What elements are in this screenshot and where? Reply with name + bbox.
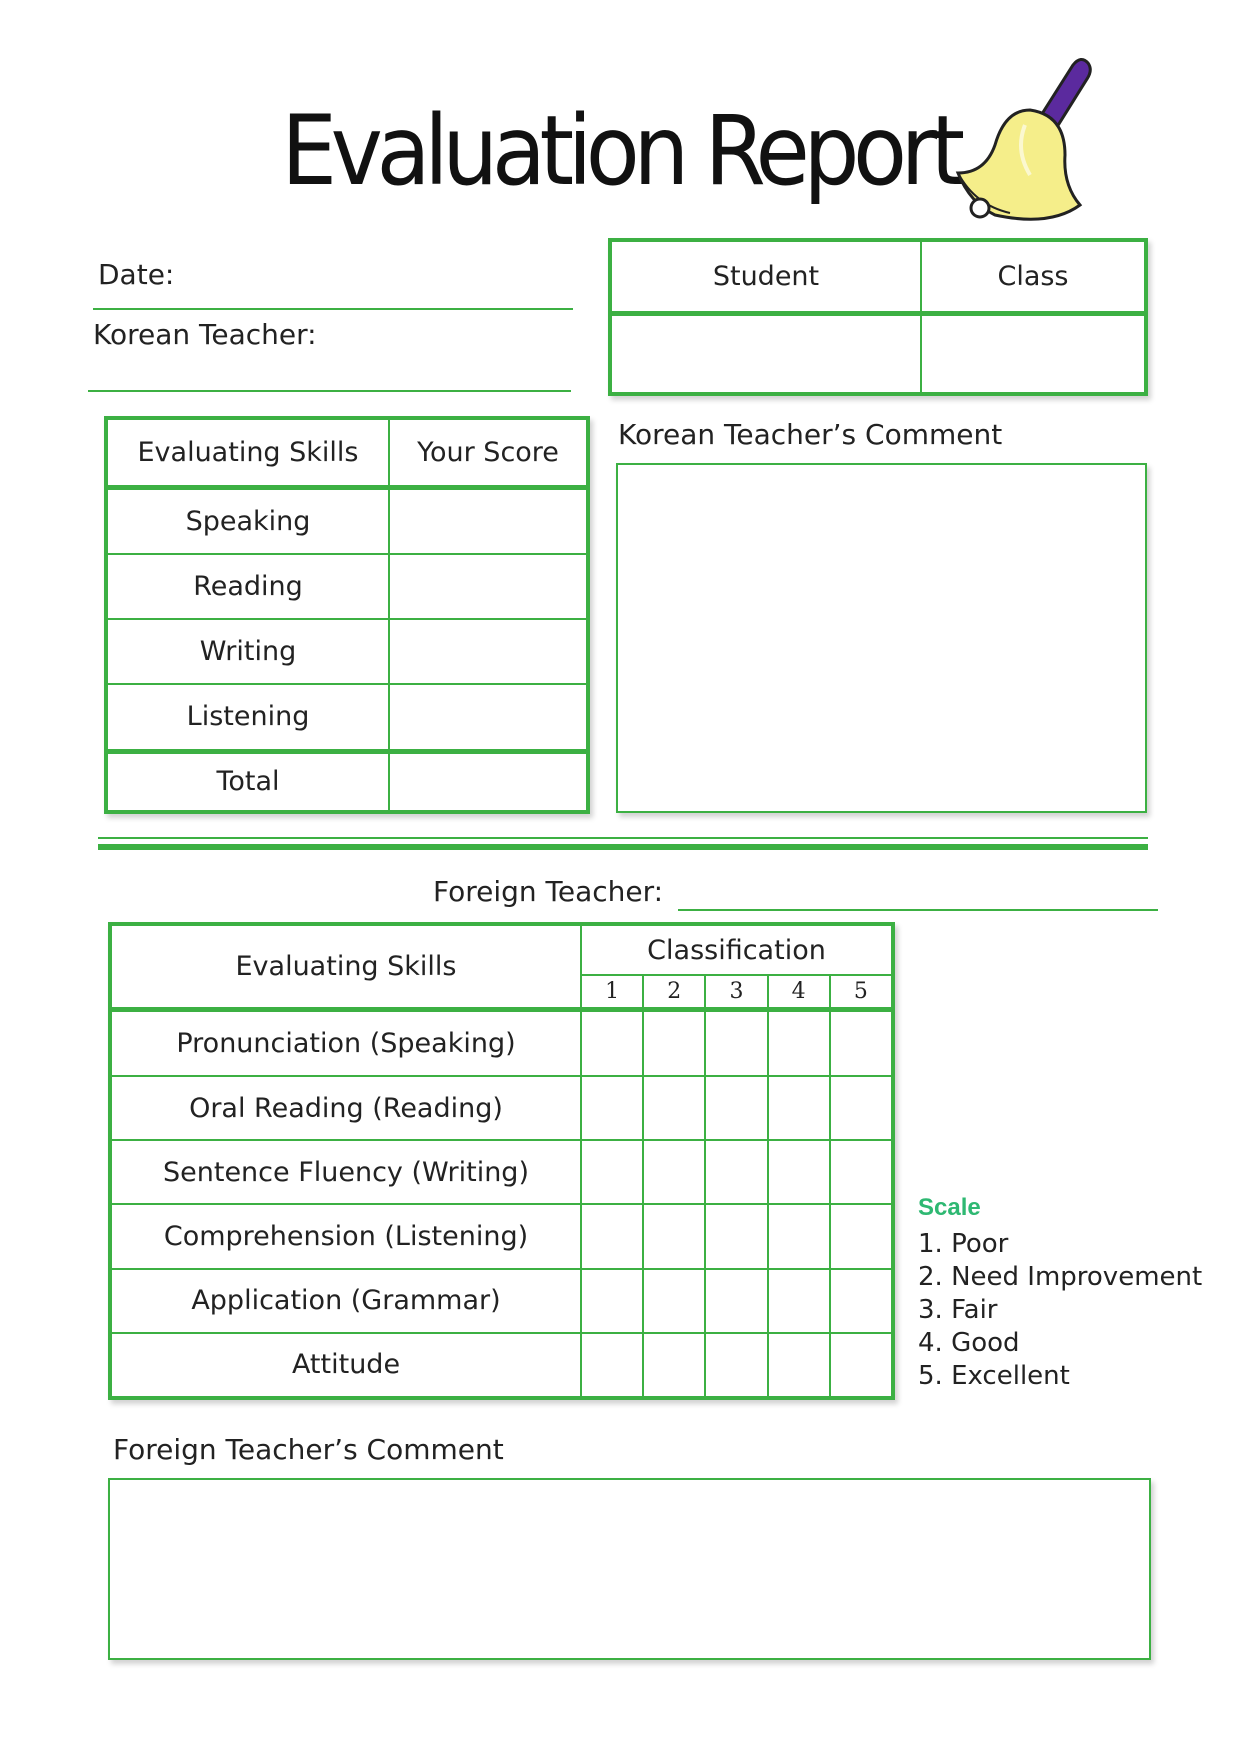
foreign-comment-box[interactable] [108, 1478, 1151, 1660]
scale-title: Scale [918, 1194, 981, 1221]
col-header-classification: Classification [581, 925, 892, 975]
skill-row-label: Reading [107, 554, 389, 619]
rating-cell[interactable] [830, 1009, 892, 1076]
scale-item: 2. Need Improvement [918, 1262, 1203, 1292]
rating-cell[interactable] [581, 1204, 643, 1268]
rating-cell[interactable] [705, 1333, 767, 1397]
korean-teacher-label: Korean Teacher: [93, 318, 317, 351]
total-cell[interactable] [389, 751, 587, 811]
date-label: Date: [98, 258, 175, 291]
rating-cell[interactable] [581, 1076, 643, 1140]
scale-item: 4. Good [918, 1328, 1020, 1358]
scale-legend [918, 1194, 1202, 1393]
rating-cell[interactable] [643, 1140, 705, 1204]
rating-cell[interactable] [830, 1269, 892, 1333]
divider-thick [98, 844, 1148, 850]
rating-cell[interactable] [768, 1269, 830, 1333]
rating-cell[interactable] [705, 1140, 767, 1204]
rating-cell[interactable] [643, 1269, 705, 1333]
skill-row-label: Pronunciation (Speaking) [111, 1009, 581, 1076]
korean-teacher-line[interactable] [88, 390, 571, 392]
skill-row-label: Listening [107, 684, 389, 751]
score-cell[interactable] [389, 487, 587, 554]
foreign-teacher-line[interactable] [678, 909, 1158, 911]
rating-cell[interactable] [581, 1140, 643, 1204]
scale-item: 3. Fair [918, 1295, 998, 1325]
skill-row-label: Writing [107, 619, 389, 684]
score-cell[interactable] [389, 554, 587, 619]
rating-cell[interactable] [643, 1333, 705, 1397]
class-header: Class [921, 241, 1145, 313]
scale-number: 3 [705, 975, 767, 1009]
foreign-comment-label: Foreign Teacher’s Comment [113, 1433, 504, 1466]
score-cell[interactable] [389, 619, 587, 684]
scale-number: 5 [830, 975, 892, 1009]
scale-item: 5. Excellent [918, 1361, 1070, 1391]
col-header-skills: Evaluating Skills [111, 925, 581, 1009]
bell-icon [955, 55, 1105, 225]
scale-item: 1. Poor [918, 1229, 1009, 1259]
rating-cell[interactable] [705, 1076, 767, 1140]
scale-number: 1 [581, 975, 643, 1009]
rating-cell[interactable] [830, 1204, 892, 1268]
rating-cell[interactable] [830, 1076, 892, 1140]
total-label: Total [107, 751, 389, 811]
rating-cell[interactable] [768, 1204, 830, 1268]
foreign-teacher-label: Foreign Teacher: [433, 875, 664, 908]
skill-row-label: Comprehension (Listening) [111, 1204, 581, 1268]
student-class-box [608, 238, 1148, 396]
korean-comment-label: Korean Teacher’s Comment [618, 418, 1003, 451]
rating-cell[interactable] [643, 1076, 705, 1140]
korean-skills-table [104, 416, 590, 814]
foreign-skills-table [108, 922, 895, 1400]
rating-cell[interactable] [643, 1204, 705, 1268]
student-header: Student [611, 241, 921, 313]
skill-row-label: Speaking [107, 487, 389, 554]
rating-cell[interactable] [643, 1009, 705, 1076]
skill-row-label: Attitude [111, 1333, 581, 1397]
scale-number: 4 [768, 975, 830, 1009]
col-header-score: Your Score [389, 419, 587, 487]
rating-cell[interactable] [768, 1333, 830, 1397]
rating-cell[interactable] [830, 1333, 892, 1397]
rating-cell[interactable] [581, 1009, 643, 1076]
rating-cell[interactable] [581, 1333, 643, 1397]
rating-cell[interactable] [705, 1009, 767, 1076]
rating-cell[interactable] [830, 1140, 892, 1204]
rating-cell[interactable] [768, 1009, 830, 1076]
scale-number: 2 [643, 975, 705, 1009]
score-cell[interactable] [389, 684, 587, 751]
korean-comment-box[interactable] [616, 463, 1147, 813]
skill-row-label: Oral Reading (Reading) [111, 1076, 581, 1140]
skill-row-label: Sentence Fluency (Writing) [111, 1140, 581, 1204]
date-line[interactable] [93, 308, 573, 310]
skill-row-label: Application (Grammar) [111, 1269, 581, 1333]
rating-cell[interactable] [705, 1204, 767, 1268]
class-field[interactable] [921, 313, 1145, 393]
divider-thin [98, 837, 1148, 839]
student-field[interactable] [611, 313, 921, 393]
rating-cell[interactable] [768, 1140, 830, 1204]
rating-cell[interactable] [768, 1076, 830, 1140]
rating-cell[interactable] [581, 1269, 643, 1333]
page-title: Evaluation Report [281, 95, 959, 207]
col-header-skills: Evaluating Skills [107, 419, 389, 487]
rating-cell[interactable] [705, 1269, 767, 1333]
